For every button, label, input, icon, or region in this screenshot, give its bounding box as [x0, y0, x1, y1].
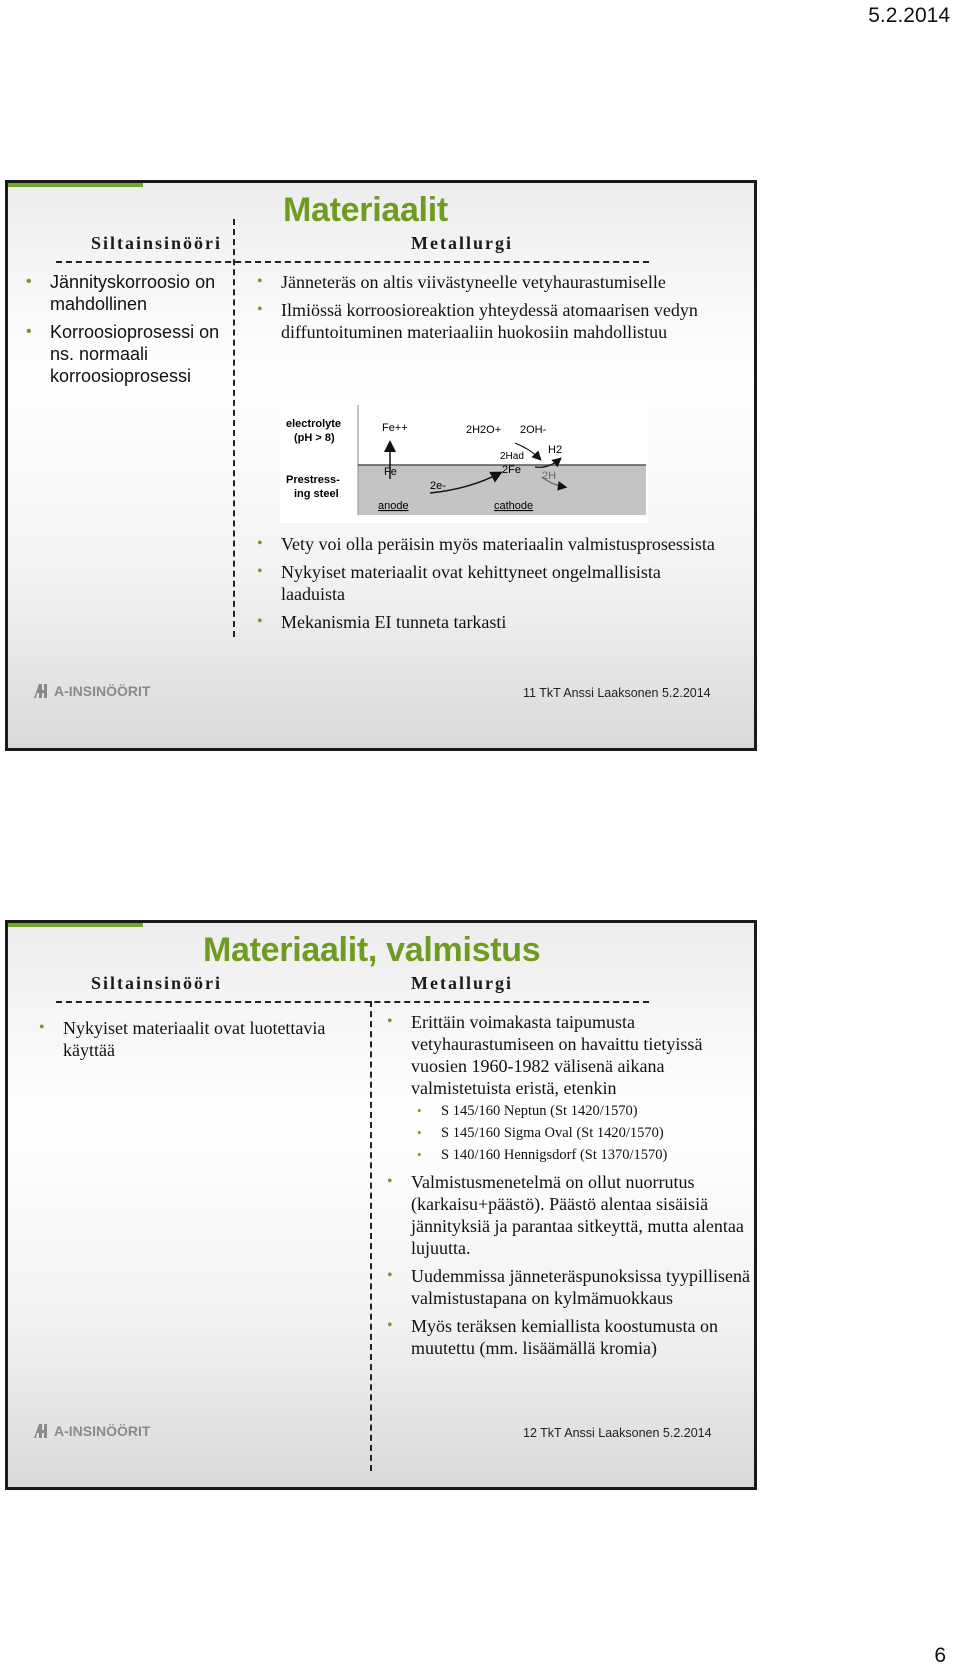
- header-divider: [56, 1001, 649, 1003]
- svg-text:ing steel: ing steel: [294, 488, 339, 500]
- page-number: 6: [934, 1644, 946, 1667]
- page-date: 5.2.2014: [868, 4, 950, 27]
- right-bullet-list: [381, 1011, 751, 1365]
- right-bullet-list-bottom: [251, 533, 721, 639]
- electrolyte-label: electrolyte: [286, 418, 342, 430]
- logo-mark-icon: [33, 1423, 51, 1439]
- list-item: • Ilmiössä korroosioreaktion yhteydessä atomaarisen vedyn diffuntoituminen materiaaliin huokosiin mahdollistuu: [251, 299, 721, 343]
- list-item: • Jännityskorroosio on mahdollinen: [20, 271, 230, 315]
- list-item: • Nykyiset materiaalit ovat kehittyneet ongelmallisista laaduista: [251, 561, 721, 605]
- logo-text: A-INSINÖÖRIT: [54, 683, 151, 699]
- corrosion-diagram-svg: [280, 397, 648, 523]
- svg-text:H2: H2: [548, 444, 563, 456]
- list-item: • S 145/160 Neptun (St 1420/1570): [411, 1101, 751, 1121]
- slide-materiaalit: [5, 180, 757, 751]
- company-logo: [33, 1423, 150, 1439]
- slide-accent-bar: [8, 183, 143, 187]
- left-column-header: Siltainsinööri: [91, 973, 223, 993]
- right-column-header: Metallurgi: [411, 973, 513, 993]
- list-item: • Vety voi olla peräisin myös materiaalin valmistusprosessista: [251, 533, 721, 555]
- list-item: • S 145/160 Sigma Oval (St 1420/1570): [411, 1123, 751, 1143]
- cathode-label: cathode: [494, 500, 534, 512]
- anode-label: anode: [378, 500, 409, 512]
- list-item: • Mekanismia EI tunneta tarkasti: [251, 611, 721, 633]
- slide-materiaalit-valmistus: [5, 920, 757, 1490]
- list-item: • Myös teräksen kemiallista koostumusta on muutettu (mm. lisäämällä kromia): [381, 1315, 751, 1359]
- slide-title: Materiaalit: [283, 191, 448, 229]
- list-item: • Valmistusmenetelmä on ollut nuorrutus (karkaisu+päästö). Päästö alentaa sisäisiä jännityksiä ja parantaa sitkeyttä, mutta alentaa lujuutta.: [381, 1171, 751, 1259]
- slide-accent-bar: [8, 923, 143, 927]
- corrosion-diagram: [280, 397, 648, 523]
- svg-text:Fe: Fe: [384, 466, 397, 478]
- svg-text:Fe++: Fe++: [382, 422, 408, 434]
- svg-text:2Had: 2Had: [500, 451, 524, 462]
- logo-mark-icon: [33, 683, 51, 699]
- slide-footer: 11 TkT Anssi Laaksonen 5.2.2014: [523, 686, 711, 700]
- left-bullet-list: [33, 1017, 353, 1067]
- svg-text:2H: 2H: [542, 470, 557, 482]
- svg-text:2e-: 2e-: [430, 480, 446, 492]
- company-logo: [33, 683, 150, 699]
- slide-footer: 12 TkT Anssi Laaksonen 5.2.2014: [523, 1426, 712, 1440]
- steel-label: Prestress-: [286, 474, 340, 486]
- list-item: • S 140/160 Hennigsdorf (St 1370/1570): [411, 1145, 751, 1165]
- list-item: • Erittäin voimakasta taipumusta vetyhaurastumiseen on havaittu tietyissä vuosien 1960-1982 välisenä aikana valmistetuista eristä, etenkin • S 145/160 Neptun (St 1420/1570) • S 145/160 Sigma Oval (St 1420/1570) • S 140/160 Hennigsdorf (St 1370/1570): [381, 1011, 751, 1165]
- column-divider: [233, 219, 235, 637]
- column-divider: [370, 1001, 372, 1471]
- svg-text:2OH-: 2OH-: [520, 424, 547, 436]
- sub-bullet-list: [411, 1101, 751, 1165]
- list-item: • Jänneteräs on altis viivästyneelle vetyhaurastumiselle: [251, 271, 721, 293]
- header-divider: [56, 261, 649, 263]
- list-item: • Nykyiset materiaalit ovat luotettavia käyttää: [33, 1017, 353, 1061]
- list-item: • Uudemmissa jänneteräspunoksissa tyypillisenä valmistustapana on kylmämuokkaus: [381, 1265, 751, 1309]
- list-item: • Korroosioprosessi on ns. normaali korroosioprosessi: [20, 321, 230, 387]
- right-column-header: Metallurgi: [411, 233, 513, 253]
- svg-text:(pH > 8): (pH > 8): [294, 432, 335, 444]
- svg-text:2Fe: 2Fe: [502, 464, 521, 476]
- right-bullet-list-top: [251, 271, 721, 349]
- slide-title: Materiaalit, valmistus: [203, 931, 541, 969]
- svg-text:2H2O+: 2H2O+: [466, 424, 502, 436]
- logo-text: A-INSINÖÖRIT: [54, 1423, 151, 1439]
- left-bullet-list: [20, 271, 230, 393]
- left-column-header: Siltainsinööri: [91, 233, 223, 253]
